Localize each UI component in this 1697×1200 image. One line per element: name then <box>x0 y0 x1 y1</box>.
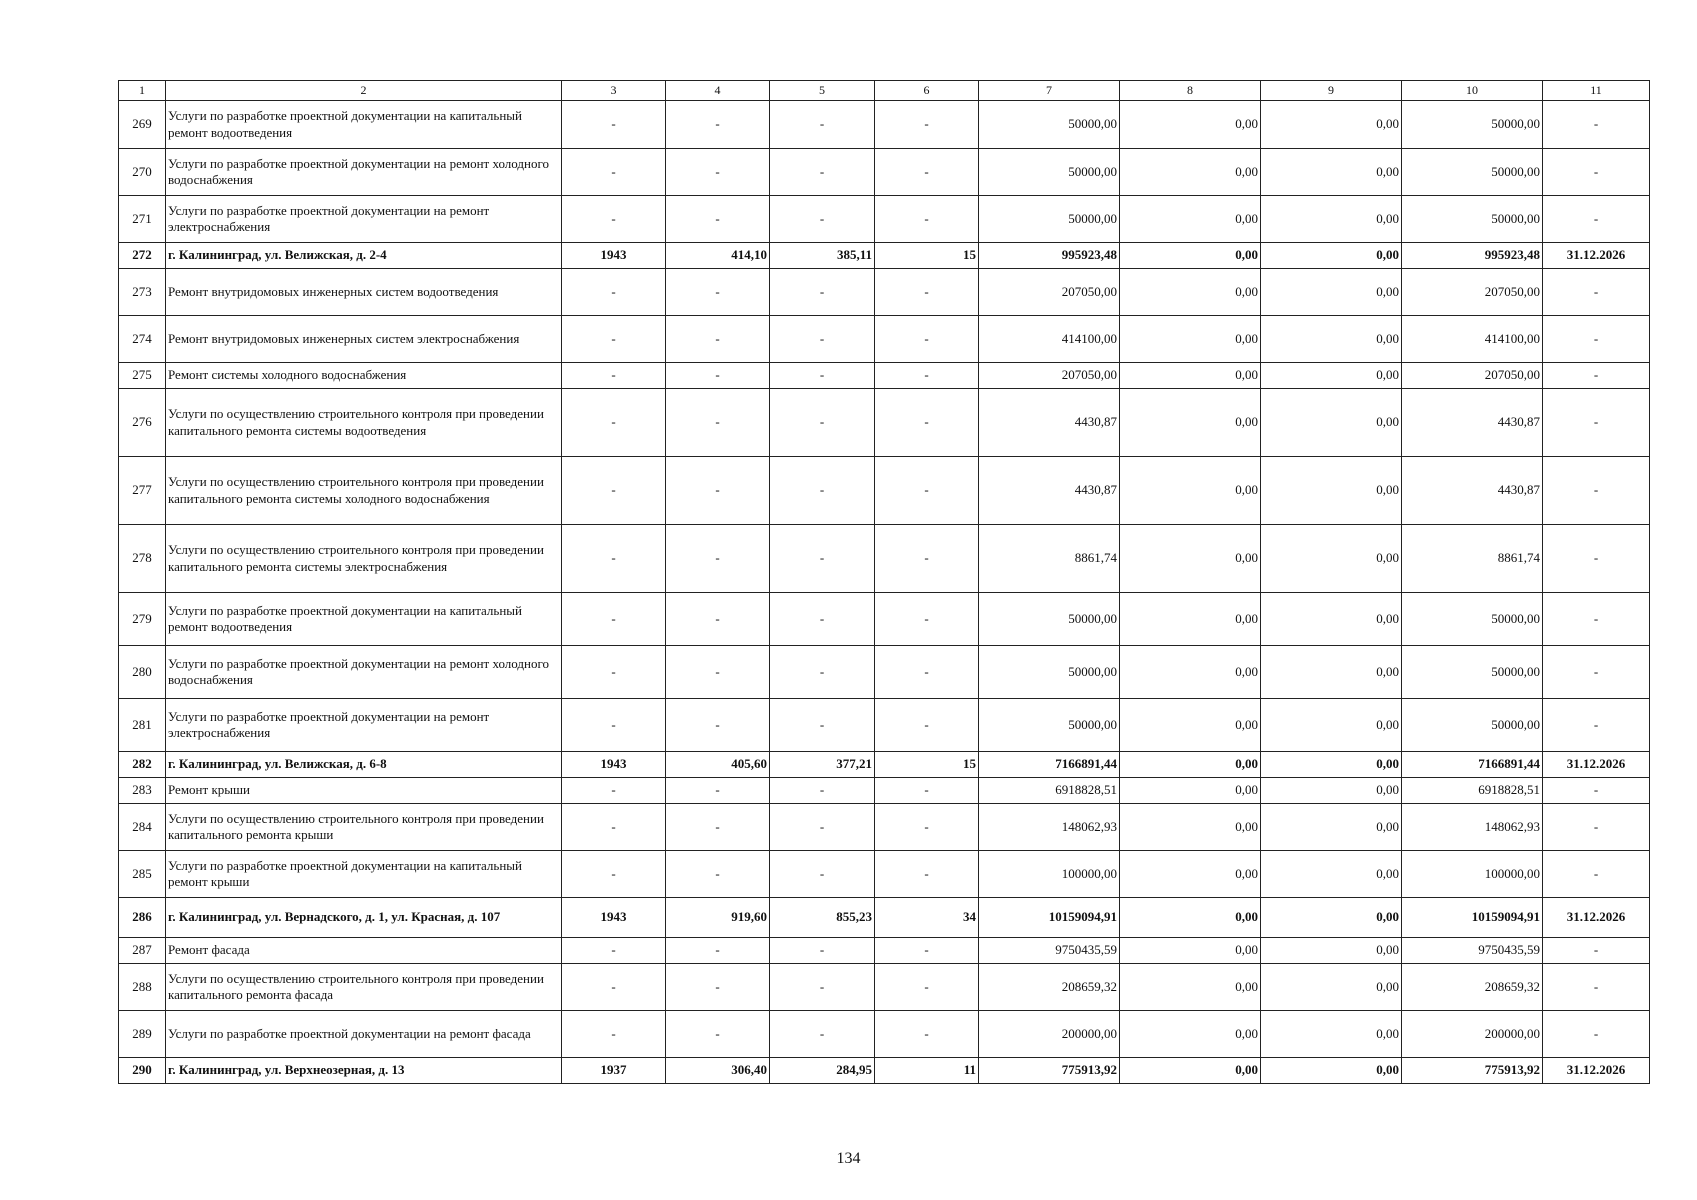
deadline-cell: - <box>1543 699 1650 752</box>
deadline-cell: - <box>1543 149 1650 196</box>
area-living-cell: - <box>770 646 875 699</box>
area-total-cell: - <box>666 593 770 646</box>
row-name-cell: Ремонт системы холодного водоснабжения <box>166 363 562 389</box>
row-name-cell: Услуги по разработке проектной документации на капитальный ремонт водоотведения <box>166 593 562 646</box>
header-cell: 2 <box>166 81 562 101</box>
row-number-cell: 269 <box>119 101 166 149</box>
area-living-cell: - <box>770 938 875 964</box>
area-living-cell: - <box>770 804 875 851</box>
area-total-cell: - <box>666 646 770 699</box>
header-cell: 1 <box>119 81 166 101</box>
area-total-cell: - <box>666 964 770 1011</box>
cost-owners-cell: 6918828,51 <box>1402 778 1543 804</box>
row-number-cell: 270 <box>119 149 166 196</box>
row-number-cell: 279 <box>119 593 166 646</box>
header-cell: 6 <box>875 81 979 101</box>
cost-fund-cell: 0,00 <box>1120 851 1261 898</box>
year-cell: - <box>562 964 666 1011</box>
area-living-cell: - <box>770 593 875 646</box>
residents-cell: - <box>875 699 979 752</box>
year-cell: - <box>562 316 666 363</box>
cost-fund-cell: 0,00 <box>1120 938 1261 964</box>
year-cell: - <box>562 196 666 243</box>
header-cell: 3 <box>562 81 666 101</box>
area-total-cell: - <box>666 778 770 804</box>
area-living-cell: - <box>770 149 875 196</box>
residents-cell: - <box>875 457 979 525</box>
cost-owners-cell: 50000,00 <box>1402 593 1543 646</box>
deadline-cell: 31.12.2026 <box>1543 752 1650 778</box>
table-row <box>119 593 1650 646</box>
cost-other-cell: 0,00 <box>1261 1058 1402 1084</box>
area-total-cell: 405,60 <box>666 752 770 778</box>
area-living-cell: 855,23 <box>770 898 875 938</box>
residents-cell: - <box>875 316 979 363</box>
cost-total-cell: 4430,87 <box>979 389 1120 457</box>
residents-cell: - <box>875 964 979 1011</box>
cost-fund-cell: 0,00 <box>1120 699 1261 752</box>
table-row <box>119 316 1650 363</box>
deadline-cell: 31.12.2026 <box>1543 243 1650 269</box>
year-cell: - <box>562 804 666 851</box>
deadline-cell: - <box>1543 269 1650 316</box>
residents-cell: - <box>875 101 979 149</box>
table-row <box>119 851 1650 898</box>
cost-fund-cell: 0,00 <box>1120 101 1261 149</box>
row-name-cell: Услуги по осуществлению строительного контроля при проведении капитального ремонта фасада <box>166 964 562 1011</box>
deadline-cell: - <box>1543 316 1650 363</box>
year-cell: - <box>562 851 666 898</box>
row-name-cell: г. Калининград, ул. Вернадского, д. 1, ул. Красная, д. 107 <box>166 898 562 938</box>
table-row <box>119 525 1650 593</box>
table-row <box>119 778 1650 804</box>
table-row <box>119 363 1650 389</box>
row-number-cell: 272 <box>119 243 166 269</box>
year-cell: - <box>562 269 666 316</box>
area-living-cell: - <box>770 389 875 457</box>
cost-total-cell: 50000,00 <box>979 196 1120 243</box>
cost-other-cell: 0,00 <box>1261 646 1402 699</box>
residents-cell: 15 <box>875 243 979 269</box>
repair-program-table <box>118 80 1650 1084</box>
cost-owners-cell: 100000,00 <box>1402 851 1543 898</box>
year-cell: - <box>562 1011 666 1058</box>
deadline-cell: - <box>1543 778 1650 804</box>
area-total-cell: - <box>666 699 770 752</box>
year-cell: 1937 <box>562 1058 666 1084</box>
cost-fund-cell: 0,00 <box>1120 363 1261 389</box>
year-cell: - <box>562 363 666 389</box>
cost-other-cell: 0,00 <box>1261 316 1402 363</box>
row-number-cell: 290 <box>119 1058 166 1084</box>
residents-cell: - <box>875 804 979 851</box>
cost-owners-cell: 50000,00 <box>1402 149 1543 196</box>
row-number-cell: 278 <box>119 525 166 593</box>
cost-owners-cell: 4430,87 <box>1402 389 1543 457</box>
area-living-cell: - <box>770 699 875 752</box>
table-row <box>119 898 1650 938</box>
table-row <box>119 1058 1650 1084</box>
year-cell: - <box>562 593 666 646</box>
row-number-cell: 282 <box>119 752 166 778</box>
row-name-cell: Ремонт внутридомовых инженерных систем водоотведения <box>166 269 562 316</box>
cost-other-cell: 0,00 <box>1261 964 1402 1011</box>
deadline-cell: - <box>1543 964 1650 1011</box>
table-row <box>119 457 1650 525</box>
cost-total-cell: 50000,00 <box>979 646 1120 699</box>
header-cell: 5 <box>770 81 875 101</box>
residents-cell: 34 <box>875 898 979 938</box>
area-living-cell: - <box>770 851 875 898</box>
area-total-cell: - <box>666 1011 770 1058</box>
row-number-cell: 287 <box>119 938 166 964</box>
area-total-cell: - <box>666 101 770 149</box>
residents-cell: - <box>875 389 979 457</box>
cost-fund-cell: 0,00 <box>1120 964 1261 1011</box>
row-number-cell: 274 <box>119 316 166 363</box>
area-living-cell: - <box>770 1011 875 1058</box>
year-cell: 1943 <box>562 243 666 269</box>
cost-total-cell: 207050,00 <box>979 363 1120 389</box>
cost-total-cell: 10159094,91 <box>979 898 1120 938</box>
page-number: 134 <box>836 1150 861 1167</box>
cost-other-cell: 0,00 <box>1261 1011 1402 1058</box>
row-name-cell: Услуги по разработке проектной документации на капитальный ремонт крыши <box>166 851 562 898</box>
row-name-cell: Услуги по осуществлению строительного контроля при проведении капитального ремонта системы водоотведения <box>166 389 562 457</box>
residents-cell: - <box>875 149 979 196</box>
residents-cell: - <box>875 525 979 593</box>
deadline-cell: - <box>1543 457 1650 525</box>
area-total-cell: - <box>666 457 770 525</box>
table-row <box>119 964 1650 1011</box>
row-number-cell: 271 <box>119 196 166 243</box>
deadline-cell: - <box>1543 363 1650 389</box>
row-number-cell: 275 <box>119 363 166 389</box>
year-cell: - <box>562 457 666 525</box>
area-total-cell: - <box>666 851 770 898</box>
cost-fund-cell: 0,00 <box>1120 389 1261 457</box>
cost-owners-cell: 208659,32 <box>1402 964 1543 1011</box>
row-name-cell: Услуги по разработке проектной документации на ремонт электроснабжения <box>166 196 562 243</box>
cost-other-cell: 0,00 <box>1261 363 1402 389</box>
area-living-cell: - <box>770 101 875 149</box>
cost-total-cell: 50000,00 <box>979 593 1120 646</box>
cost-fund-cell: 0,00 <box>1120 752 1261 778</box>
cost-total-cell: 50000,00 <box>979 101 1120 149</box>
area-living-cell: - <box>770 525 875 593</box>
header-cell: 9 <box>1261 81 1402 101</box>
area-total-cell: 919,60 <box>666 898 770 938</box>
cost-owners-cell: 775913,92 <box>1402 1058 1543 1084</box>
residents-cell: - <box>875 363 979 389</box>
cost-other-cell: 0,00 <box>1261 593 1402 646</box>
cost-fund-cell: 0,00 <box>1120 149 1261 196</box>
table-row <box>119 101 1650 149</box>
residents-cell: - <box>875 646 979 699</box>
area-total-cell: - <box>666 389 770 457</box>
cost-total-cell: 50000,00 <box>979 699 1120 752</box>
cost-owners-cell: 148062,93 <box>1402 804 1543 851</box>
cost-other-cell: 0,00 <box>1261 149 1402 196</box>
area-living-cell: - <box>770 363 875 389</box>
cost-total-cell: 775913,92 <box>979 1058 1120 1084</box>
cost-fund-cell: 0,00 <box>1120 457 1261 525</box>
cost-fund-cell: 0,00 <box>1120 898 1261 938</box>
cost-total-cell: 6918828,51 <box>979 778 1120 804</box>
area-living-cell: 377,21 <box>770 752 875 778</box>
cost-total-cell: 208659,32 <box>979 964 1120 1011</box>
cost-total-cell: 414100,00 <box>979 316 1120 363</box>
row-name-cell: Услуги по осуществлению строительного контроля при проведении капитального ремонта системы электроснабжения <box>166 525 562 593</box>
cost-total-cell: 148062,93 <box>979 804 1120 851</box>
cost-other-cell: 0,00 <box>1261 752 1402 778</box>
row-number-cell: 277 <box>119 457 166 525</box>
cost-owners-cell: 10159094,91 <box>1402 898 1543 938</box>
area-living-cell: - <box>770 457 875 525</box>
area-living-cell: - <box>770 269 875 316</box>
year-cell: - <box>562 778 666 804</box>
area-total-cell: - <box>666 196 770 243</box>
header-cell: 8 <box>1120 81 1261 101</box>
residents-cell: - <box>875 269 979 316</box>
table-row <box>119 389 1650 457</box>
cost-total-cell: 7166891,44 <box>979 752 1120 778</box>
area-total-cell: - <box>666 525 770 593</box>
deadline-cell: - <box>1543 525 1650 593</box>
year-cell: 1943 <box>562 898 666 938</box>
year-cell: 1943 <box>562 752 666 778</box>
row-name-cell: Услуги по разработке проектной документации на ремонт холодного водоснабжения <box>166 646 562 699</box>
year-cell: - <box>562 149 666 196</box>
cost-owners-cell: 7166891,44 <box>1402 752 1543 778</box>
cost-other-cell: 0,00 <box>1261 851 1402 898</box>
row-name-cell: г. Калининград, ул. Верхнеозерная, д. 13 <box>166 1058 562 1084</box>
cost-fund-cell: 0,00 <box>1120 804 1261 851</box>
row-number-cell: 283 <box>119 778 166 804</box>
cost-fund-cell: 0,00 <box>1120 1011 1261 1058</box>
area-living-cell: - <box>770 316 875 363</box>
row-name-cell: Ремонт внутридомовых инженерных систем электроснабжения <box>166 316 562 363</box>
cost-total-cell: 100000,00 <box>979 851 1120 898</box>
residents-cell: - <box>875 851 979 898</box>
row-number-cell: 280 <box>119 646 166 699</box>
row-name-cell: Услуги по разработке проектной документации на ремонт холодного водоснабжения <box>166 149 562 196</box>
header-row <box>119 81 1650 101</box>
year-cell: - <box>562 646 666 699</box>
year-cell: - <box>562 101 666 149</box>
year-cell: - <box>562 525 666 593</box>
cost-owners-cell: 50000,00 <box>1402 196 1543 243</box>
row-number-cell: 284 <box>119 804 166 851</box>
cost-owners-cell: 207050,00 <box>1402 363 1543 389</box>
row-name-cell: г. Калининград, ул. Велижская, д. 2-4 <box>166 243 562 269</box>
cost-fund-cell: 0,00 <box>1120 243 1261 269</box>
table-row <box>119 646 1650 699</box>
row-name-cell: г. Калининград, ул. Велижская, д. 6-8 <box>166 752 562 778</box>
row-number-cell: 276 <box>119 389 166 457</box>
row-name-cell: Услуги по разработке проектной документации на ремонт электроснабжения <box>166 699 562 752</box>
cost-owners-cell: 414100,00 <box>1402 316 1543 363</box>
residents-cell: - <box>875 1011 979 1058</box>
cost-other-cell: 0,00 <box>1261 699 1402 752</box>
row-name-cell: Услуги по разработке проектной документации на ремонт фасада <box>166 1011 562 1058</box>
residents-cell: 11 <box>875 1058 979 1084</box>
cost-total-cell: 8861,74 <box>979 525 1120 593</box>
deadline-cell: 31.12.2026 <box>1543 898 1650 938</box>
cost-fund-cell: 0,00 <box>1120 316 1261 363</box>
deadline-cell: - <box>1543 101 1650 149</box>
cost-owners-cell: 200000,00 <box>1402 1011 1543 1058</box>
cost-owners-cell: 50000,00 <box>1402 646 1543 699</box>
cost-total-cell: 50000,00 <box>979 149 1120 196</box>
row-name-cell: Ремонт фасада <box>166 938 562 964</box>
cost-other-cell: 0,00 <box>1261 243 1402 269</box>
cost-other-cell: 0,00 <box>1261 269 1402 316</box>
cost-owners-cell: 9750435,59 <box>1402 938 1543 964</box>
cost-fund-cell: 0,00 <box>1120 269 1261 316</box>
cost-fund-cell: 0,00 <box>1120 778 1261 804</box>
deadline-cell: - <box>1543 196 1650 243</box>
deadline-cell: - <box>1543 389 1650 457</box>
area-total-cell: - <box>666 363 770 389</box>
cost-fund-cell: 0,00 <box>1120 593 1261 646</box>
area-living-cell: - <box>770 196 875 243</box>
deadline-cell: - <box>1543 851 1650 898</box>
header-cell: 7 <box>979 81 1120 101</box>
table-row <box>119 699 1650 752</box>
row-number-cell: 289 <box>119 1011 166 1058</box>
deadline-cell: 31.12.2026 <box>1543 1058 1650 1084</box>
area-total-cell: - <box>666 804 770 851</box>
area-total-cell: 414,10 <box>666 243 770 269</box>
deadline-cell: - <box>1543 593 1650 646</box>
row-name-cell: Услуги по осуществлению строительного контроля при проведении капитального ремонта системы холодного водоснабжения <box>166 457 562 525</box>
cost-owners-cell: 4430,87 <box>1402 457 1543 525</box>
area-living-cell: - <box>770 778 875 804</box>
cost-fund-cell: 0,00 <box>1120 646 1261 699</box>
year-cell: - <box>562 938 666 964</box>
cost-other-cell: 0,00 <box>1261 389 1402 457</box>
area-total-cell: - <box>666 316 770 363</box>
row-name-cell: Ремонт крыши <box>166 778 562 804</box>
residents-cell: - <box>875 938 979 964</box>
document-sheet <box>118 80 1649 1084</box>
cost-other-cell: 0,00 <box>1261 938 1402 964</box>
cost-owners-cell: 50000,00 <box>1402 101 1543 149</box>
cost-other-cell: 0,00 <box>1261 778 1402 804</box>
table-row <box>119 1011 1650 1058</box>
area-living-cell: - <box>770 964 875 1011</box>
cost-other-cell: 0,00 <box>1261 525 1402 593</box>
cost-total-cell: 200000,00 <box>979 1011 1120 1058</box>
row-number-cell: 273 <box>119 269 166 316</box>
cost-total-cell: 207050,00 <box>979 269 1120 316</box>
residents-cell: - <box>875 593 979 646</box>
table-row <box>119 149 1650 196</box>
cost-total-cell: 995923,48 <box>979 243 1120 269</box>
year-cell: - <box>562 699 666 752</box>
deadline-cell: - <box>1543 804 1650 851</box>
area-total-cell: - <box>666 269 770 316</box>
table-row <box>119 938 1650 964</box>
cost-owners-cell: 8861,74 <box>1402 525 1543 593</box>
table-row <box>119 196 1650 243</box>
residents-cell: - <box>875 196 979 243</box>
deadline-cell: - <box>1543 938 1650 964</box>
header-cell: 11 <box>1543 81 1650 101</box>
table-row <box>119 752 1650 778</box>
row-name-cell: Услуги по разработке проектной документации на капитальный ремонт водоотведения <box>166 101 562 149</box>
area-living-cell: 385,11 <box>770 243 875 269</box>
area-living-cell: 284,95 <box>770 1058 875 1084</box>
area-total-cell: - <box>666 938 770 964</box>
row-number-cell: 286 <box>119 898 166 938</box>
cost-total-cell: 4430,87 <box>979 457 1120 525</box>
cost-owners-cell: 50000,00 <box>1402 699 1543 752</box>
year-cell: - <box>562 389 666 457</box>
cost-fund-cell: 0,00 <box>1120 196 1261 243</box>
table-row <box>119 243 1650 269</box>
table-row <box>119 804 1650 851</box>
deadline-cell: - <box>1543 1011 1650 1058</box>
residents-cell: 15 <box>875 752 979 778</box>
cost-owners-cell: 995923,48 <box>1402 243 1543 269</box>
deadline-cell: - <box>1543 646 1650 699</box>
table-row <box>119 269 1650 316</box>
row-number-cell: 281 <box>119 699 166 752</box>
header-cell: 4 <box>666 81 770 101</box>
cost-other-cell: 0,00 <box>1261 101 1402 149</box>
header-cell: 10 <box>1402 81 1543 101</box>
area-total-cell: 306,40 <box>666 1058 770 1084</box>
row-number-cell: 285 <box>119 851 166 898</box>
residents-cell: - <box>875 778 979 804</box>
area-total-cell: - <box>666 149 770 196</box>
cost-fund-cell: 0,00 <box>1120 1058 1261 1084</box>
row-name-cell: Услуги по осуществлению строительного контроля при проведении капитального ремонта крыши <box>166 804 562 851</box>
cost-fund-cell: 0,00 <box>1120 525 1261 593</box>
row-number-cell: 288 <box>119 964 166 1011</box>
cost-owners-cell: 207050,00 <box>1402 269 1543 316</box>
cost-other-cell: 0,00 <box>1261 804 1402 851</box>
cost-other-cell: 0,00 <box>1261 898 1402 938</box>
cost-total-cell: 9750435,59 <box>979 938 1120 964</box>
cost-other-cell: 0,00 <box>1261 196 1402 243</box>
cost-other-cell: 0,00 <box>1261 457 1402 525</box>
